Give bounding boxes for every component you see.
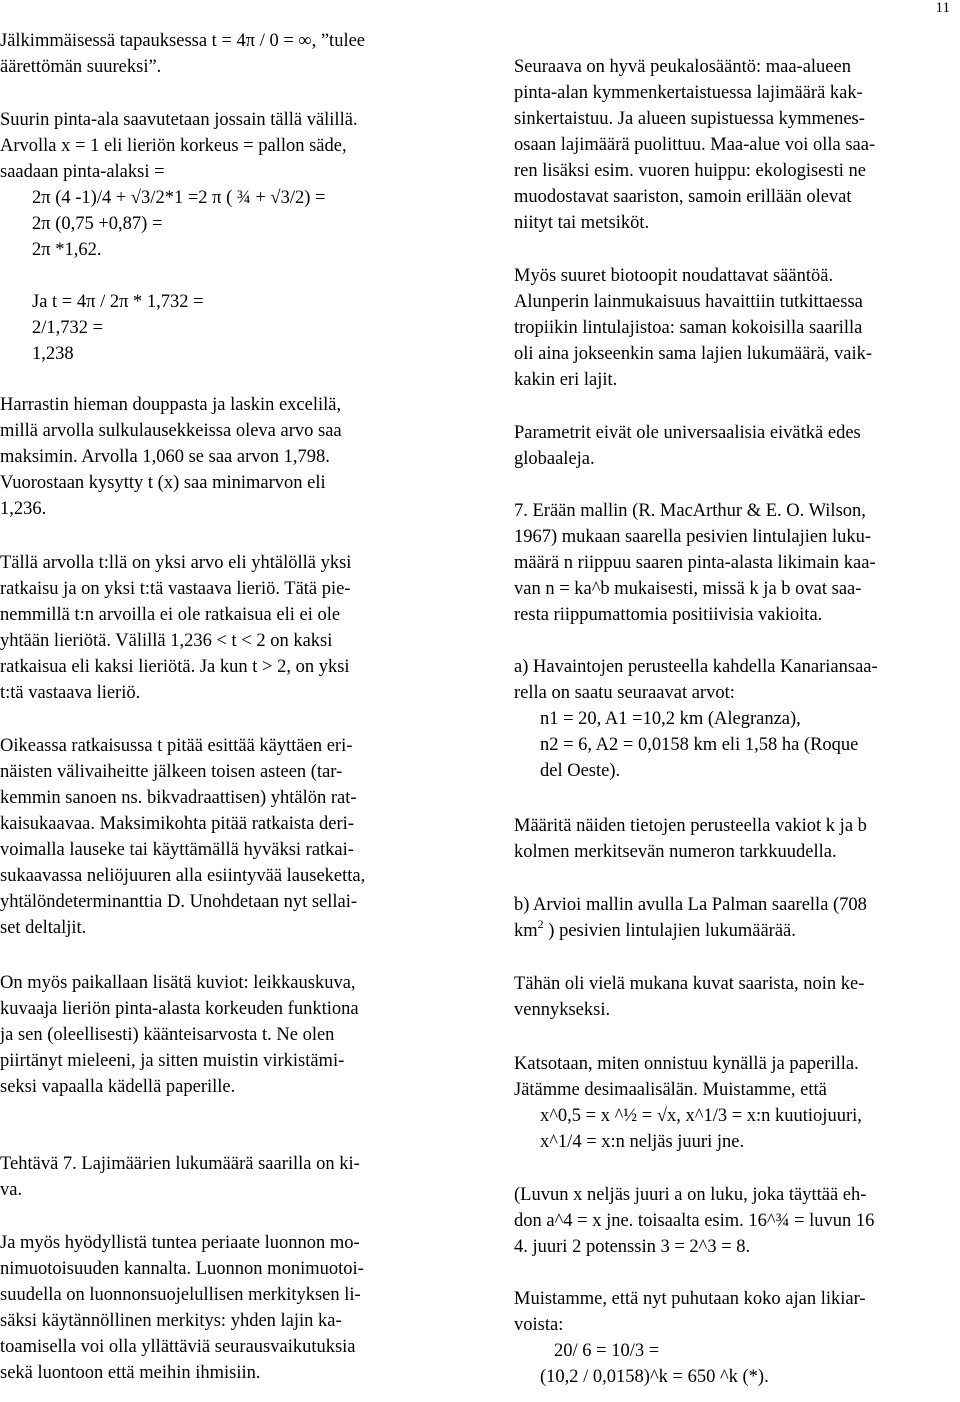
text-line: säksi käytännöllinen merkitys: yhden lajin ka-	[0, 1311, 342, 1331]
text-line: millä arvolla sulkulausekkeissa oleva arvo saa	[0, 421, 342, 441]
text-line: b) Arvioi mallin avulla La Palman saarella (708	[514, 895, 867, 915]
text-line: On myös paikallaan lisätä kuviot: leikkauskuva,	[0, 973, 356, 993]
text-line: 2π *1,62.	[32, 240, 102, 260]
text-line: piirtänyt mieleeni, ja sitten muistin virkistämi-	[0, 1051, 345, 1071]
text-line: (Luvun x neljäs juuri a on luku, joka täyttää eh-	[514, 1185, 867, 1205]
text-line: (10,2 / 0,0158)^k = 650 ^k (*).	[540, 1367, 769, 1387]
text-line: nimuotoisuuden kannalta. Luonnon monimuotoi-	[0, 1259, 364, 1279]
text-line: Jälkimmäisessä tapauksessa t = 4π / 0 = ∞, ”tulee	[0, 31, 366, 51]
text-line: del Oeste).	[540, 761, 621, 781]
text-line: ren lisäksi esim. vuoren huippu: ekologisesti ne	[514, 161, 866, 181]
text-line: Tehtävä 7. Lajimäärien lukumäärä saarilla on ki-	[0, 1154, 360, 1174]
text-line: 2π (0,75 +0,87) =	[32, 214, 163, 234]
text-line: Alunperin lainmukaisuus havaittiin tutkittaessa	[514, 292, 863, 312]
text-line: n1 = 20, A1 =10,2 km (Alegranza),	[540, 709, 801, 729]
text-line: 4. juuri 2 potenssin 3 = 2^3 = 8.	[514, 1237, 751, 1257]
paren-gap: )	[543, 921, 560, 941]
text-line: Tällä arvolla t:llä on yksi arvo eli yhtälöllä yksi	[0, 553, 352, 573]
text-line: Myös suuret biotoopit noudattavat sääntöä.	[514, 266, 834, 286]
text-line: Arvolla x = 1 eli lieriön korkeus = pallon säde,	[0, 136, 347, 156]
text-line: t:tä vastaava lieriö.	[0, 683, 141, 703]
text-line: ja sen (oleellisesti) käänteisarvosta t. Ne olen	[0, 1025, 335, 1045]
text-line: pinta-alan kymmenkertaistuessa lajimäärä kak-	[514, 83, 863, 103]
text-line: yhtälöndeterminanttia D. Unohdetaan nyt sellai-	[0, 892, 358, 912]
text-line: toamisella voi olla yllättäviä seurausvaikutuksia	[0, 1337, 356, 1357]
text-line: 7. Erään mallin (R. MacArthur & E. O. Wilson,	[514, 501, 866, 521]
text-line: saadaan pinta-alaksi =	[0, 162, 165, 182]
text-line: x^0,5 = x ^½ = √x, x^1/3 = x:n kuutiojuuri,	[540, 1106, 862, 1126]
text-line: kolmen merkitsevän numeron tarkkuudella.	[514, 842, 837, 862]
text-line: 1,236.	[0, 499, 47, 519]
text-line: kemmin sanoen ns. bikvadraattisen) yhtälön rat-	[0, 788, 357, 808]
text-line: määrä n riippuu saaren pinta-alasta likimain kaa-	[514, 553, 876, 573]
text-line: voimalla lauseke tai käyttämällä hyväksi ratkai-	[0, 840, 354, 860]
text-line: van n = ka^b mukaisesti, missä k ja b ovat saa-	[514, 579, 862, 599]
text-line: suudella on luonnonsuojelullisen merkityksen li-	[0, 1285, 361, 1305]
text-line: voista:	[514, 1315, 564, 1335]
text-line: kaisukaavaa. Maksimikohta pitää ratkaista deri-	[0, 814, 354, 834]
text-line: resta riippumattomia positiivisia vakioita.	[514, 605, 823, 625]
text-line: äärettömän suureksi”.	[0, 57, 162, 77]
line-text: pesivien lintulajien lukumäärää.	[559, 921, 796, 941]
text-line: osaan lajimäärä puolittuu. Maa-alue voi olla saa-	[514, 135, 876, 155]
text-line: Tähän oli vielä mukana kuvat saarista, noin ke-	[514, 974, 865, 994]
text-line: 20/ 6 = 10/3 =	[554, 1341, 660, 1361]
text-line: rella on saatu seuraavat arvot:	[514, 683, 735, 703]
text-line: 1,238	[32, 344, 74, 364]
text-line: tropiikin lintulajistoa: saman kokoisilla saarilla	[514, 318, 863, 338]
text-line: näisten välivaiheitte jälkeen toisen asteen (tar-	[0, 762, 343, 782]
text-line: Ja myös hyödyllistä tuntea periaate luonnon mo-	[0, 1233, 360, 1253]
text-line: nemmillä t:n arvoilla ei ole ratkaisua eli ei ole	[0, 605, 341, 625]
text-line: maksimin. Arvolla 1,060 se saa arvon 1,798.	[0, 447, 330, 467]
text-line: sinkertaistuu. Ja alueen supistuessa kymmenes-	[514, 109, 865, 129]
text-line: Katsotaan, miten onnistuu kynällä ja paperilla.	[514, 1054, 859, 1074]
text-line: ratkaisua eli kaksi lieriötä. Ja kun t > 2, on yksi	[0, 657, 350, 677]
text-line	[514, 918, 796, 944]
text-line: x^1/4 = x:n neljäs juuri jne.	[540, 1132, 745, 1152]
text-line: a) Havaintojen perusteella kahdella Kanariansaa-	[514, 657, 878, 677]
text-line: Suurin pinta-ala saavutetaan jossain tällä välillä.	[0, 110, 358, 130]
text-line: kuvaaja lieriön pinta-alasta korkeuden funktiona	[0, 999, 359, 1019]
text-line: niityt tai metsiköt.	[514, 213, 650, 233]
text-line: Ja t = 4π / 2π * 1,732 =	[32, 292, 204, 312]
text-line: vennykseksi.	[514, 1000, 611, 1020]
text-line: Jätämme desimaalisälän. Muistamme, että	[514, 1080, 827, 1100]
text-line: globaaleja.	[514, 449, 595, 469]
text-line: oli aina jokseenkin sama lajien lukumäärä, vaik-	[514, 344, 873, 364]
text-line: n2 = 6, A2 = 0,0158 km eli 1,58 ha (Roque	[540, 735, 859, 755]
text-line: 2π (4 -1)/4 + √3/2*1 =2 π ( ¾ + √3/2) =	[32, 188, 326, 208]
text-line: Määritä näiden tietojen perusteella vakiot k ja b	[514, 816, 867, 836]
text-line: yhtään lieriötä. Välillä 1,236 < t < 2 on kaksi	[0, 631, 333, 651]
text-line: seksi vapaalla kädellä paperille.	[0, 1077, 236, 1097]
text-line: ratkaisu ja on yksi t:tä vastaava lieriö. Tätä pie-	[0, 579, 351, 599]
text-line: 1967) mukaan saarella pesivien lintulajien luku-	[514, 527, 872, 547]
unit-prefix: km	[514, 921, 538, 941]
text-line: Seuraava on hyvä peukalosääntö: maa-alueen	[514, 57, 851, 77]
text-line: kakin eri lajit.	[514, 370, 618, 390]
text-line: Muistamme, että nyt puhutaan koko ajan likiar-	[514, 1289, 866, 1309]
page-number: 11	[935, 0, 950, 16]
text-line: Oikeassa ratkaisussa t pitää esittää käyttäen eri-	[0, 736, 353, 756]
text-line: Parametrit eivät ole universaalisia eivätkä edes	[514, 423, 861, 443]
text-line: don a^4 = x jne. toisaalta esim. 16^¾ = luvun 16	[514, 1211, 875, 1231]
text-line: set deltaljit.	[0, 918, 87, 938]
text-line: muodostavat saariston, samoin erillään olevat	[514, 187, 852, 207]
text-line: sekä luontoon että meihin ihmisiin.	[0, 1363, 261, 1383]
text-line: Vuorostaan kysytty t (x) saa minimarvon eli	[0, 473, 326, 493]
text-line: Harrastin hieman douppasta ja laskin excelilä,	[0, 395, 342, 415]
text-line: sukaavassa neliöjuuren alla esiintyvää lauseketta,	[0, 866, 366, 886]
superscript: 2	[537, 917, 544, 931]
text-line: va.	[0, 1180, 23, 1200]
text-line: 2/1,732 =	[32, 318, 104, 338]
